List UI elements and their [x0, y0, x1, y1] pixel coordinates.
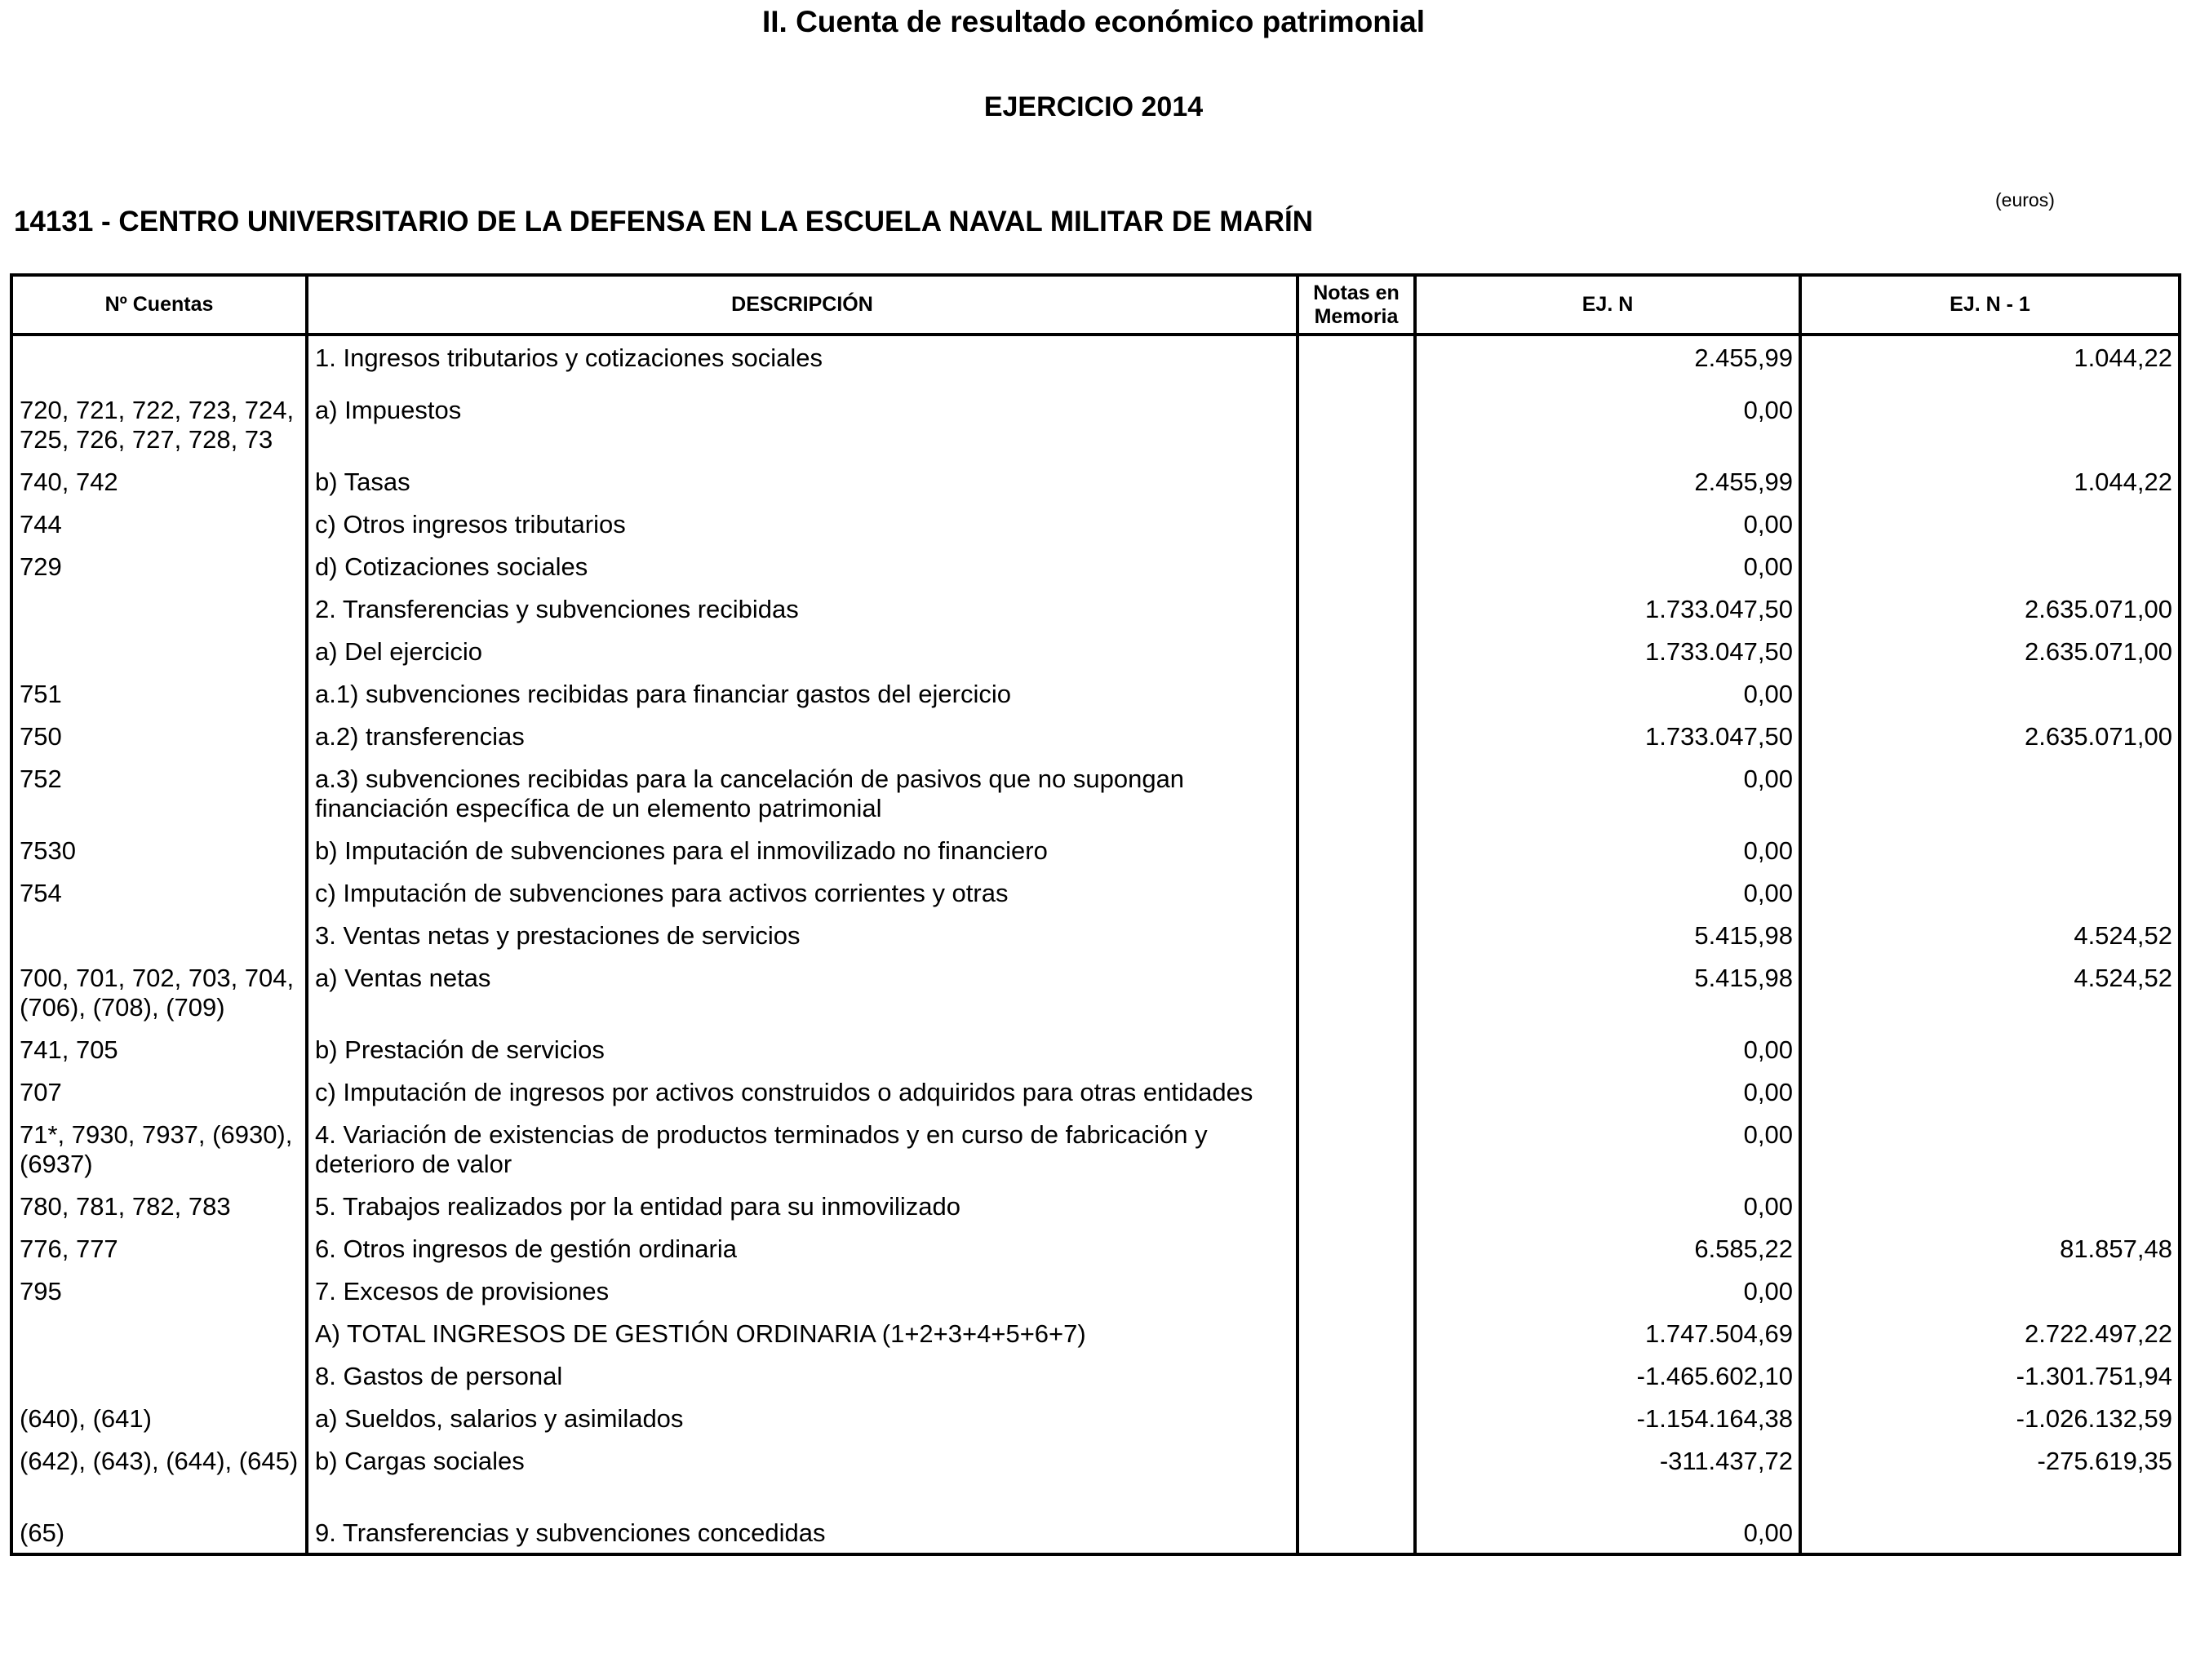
table-row: [11, 830, 2180, 872]
cell-descripcion: c) Imputación de subvenciones para activos corrientes y otras: [307, 872, 1298, 915]
cell-ej-n1: [1800, 872, 2180, 915]
cell-ej-n: 1.747.504,69: [1415, 1313, 1800, 1355]
entity-heading: 14131 - CENTRO UNIVERSITARIO DE LA DEFENSA EN LA ESCUELA NAVAL MILITAR DE MARÍN: [14, 206, 1313, 237]
cell-cuentas: 707: [11, 1071, 307, 1114]
cell-ej-n1: 1.044,22: [1800, 335, 2180, 389]
cell-notas: [1298, 461, 1415, 503]
cell-notas: [1298, 872, 1415, 915]
table-row: [11, 503, 2180, 546]
cell-cuentas: [11, 1355, 307, 1398]
cell-cuentas: 750: [11, 716, 307, 758]
cell-ej-n: 2.455,99: [1415, 335, 1800, 389]
cell-notas: [1298, 673, 1415, 716]
cell-ej-n: -1.154.164,38: [1415, 1398, 1800, 1440]
header-ej-n1: EJ. N - 1: [1800, 275, 2180, 335]
cell-cuentas: 720, 721, 722, 723, 724, 725, 726, 727, 728, 73: [11, 389, 307, 461]
cell-notas: [1298, 1071, 1415, 1114]
cell-ej-n: 0,00: [1415, 546, 1800, 588]
table-row: [11, 1228, 2180, 1270]
cell-ej-n: 0,00: [1415, 872, 1800, 915]
table-row: [11, 631, 2180, 673]
cell-ej-n1: [1800, 1512, 2180, 1554]
cell-ej-n: 0,00: [1415, 1270, 1800, 1313]
table-row: [11, 1355, 2180, 1398]
cell-notas: [1298, 915, 1415, 957]
cell-ej-n1: [1800, 1114, 2180, 1186]
cell-ej-n: 1.733.047,50: [1415, 631, 1800, 673]
cell-cuentas: [11, 631, 307, 673]
cell-notas: [1298, 546, 1415, 588]
header-descripcion: DESCRIPCIÓN: [307, 275, 1298, 335]
cell-ej-n: 0,00: [1415, 673, 1800, 716]
cell-descripcion: 3. Ventas netas y prestaciones de servicios: [307, 915, 1298, 957]
cell-notas: [1298, 758, 1415, 830]
cell-descripcion: b) Prestación de servicios: [307, 1029, 1298, 1071]
cell-cuentas: (642), (643), (644), (645): [11, 1440, 307, 1512]
table-row: [11, 716, 2180, 758]
cell-ej-n: 0,00: [1415, 389, 1800, 461]
cell-descripcion: 7. Excesos de provisiones: [307, 1270, 1298, 1313]
cell-cuentas: [11, 1313, 307, 1355]
cell-ej-n1: 1.044,22: [1800, 461, 2180, 503]
cell-notas: [1298, 1512, 1415, 1554]
cell-notas: [1298, 1186, 1415, 1228]
table-row: [11, 872, 2180, 915]
cell-ej-n: 0,00: [1415, 1186, 1800, 1228]
cell-ej-n: -311.437,72: [1415, 1440, 1800, 1512]
header-notas-line2: Memoria: [1314, 304, 1399, 328]
cell-ej-n: 5.415,98: [1415, 957, 1800, 1029]
cell-ej-n: 0,00: [1415, 758, 1800, 830]
table-row: [11, 461, 2180, 503]
cell-descripcion: 9. Transferencias y subvenciones concedidas: [307, 1512, 1298, 1554]
cell-ej-n1: -1.301.751,94: [1800, 1355, 2180, 1398]
cell-cuentas: 7530: [11, 830, 307, 872]
results-table: [10, 273, 2181, 1556]
cell-ej-n: 0,00: [1415, 1512, 1800, 1554]
cell-notas: [1298, 389, 1415, 461]
cell-cuentas: 754: [11, 872, 307, 915]
table-row: [11, 335, 2180, 389]
cell-descripcion: a.3) subvenciones recibidas para la cancelación de pasivos que no supongan financiación específica de un elemento patrimonial: [307, 758, 1298, 830]
table-row: [11, 957, 2180, 1029]
cell-ej-n1: [1800, 673, 2180, 716]
cell-descripcion: a) Impuestos: [307, 389, 1298, 461]
table-row: [11, 758, 2180, 830]
cell-ej-n1: 2.722.497,22: [1800, 1313, 2180, 1355]
cell-ej-n1: -275.619,35: [1800, 1440, 2180, 1512]
cell-descripcion: a) Ventas netas: [307, 957, 1298, 1029]
cell-notas: [1298, 1355, 1415, 1398]
table-row: [11, 915, 2180, 957]
cell-cuentas: 752: [11, 758, 307, 830]
cell-ej-n: 6.585,22: [1415, 1228, 1800, 1270]
cell-ej-n1: 4.524,52: [1800, 915, 2180, 957]
table-row: [11, 673, 2180, 716]
document-title: II. Cuenta de resultado económico patrimonial: [761, 5, 1426, 38]
cell-descripcion: c) Otros ingresos tributarios: [307, 503, 1298, 546]
table-row: [11, 546, 2180, 588]
cell-cuentas: 71*, 7930, 7937, (6930), (6937): [11, 1114, 307, 1186]
cell-descripcion: c) Imputación de ingresos por activos construidos o adquiridos para otras entidades: [307, 1071, 1298, 1114]
cell-descripcion: A) TOTAL INGRESOS DE GESTIÓN ORDINARIA (1+2+3+4+5+6+7): [307, 1313, 1298, 1355]
cell-descripcion: b) Cargas sociales: [307, 1440, 1298, 1512]
cell-notas: [1298, 1228, 1415, 1270]
cell-ej-n1: [1800, 758, 2180, 830]
cell-ej-n1: 81.857,48: [1800, 1228, 2180, 1270]
cell-cuentas: 751: [11, 673, 307, 716]
cell-ej-n1: 2.635.071,00: [1800, 716, 2180, 758]
cell-ej-n: 2.455,99: [1415, 461, 1800, 503]
cell-notas: [1298, 716, 1415, 758]
cell-notas: [1298, 1270, 1415, 1313]
cell-ej-n: 0,00: [1415, 503, 1800, 546]
table-row: [11, 1029, 2180, 1071]
cell-descripcion: b) Imputación de subvenciones para el inmovilizado no financiero: [307, 830, 1298, 872]
cell-descripcion: 4. Variación de existencias de productos terminados y en curso de fabricación y deterioro de valor: [307, 1114, 1298, 1186]
cell-ej-n: 0,00: [1415, 1029, 1800, 1071]
header-notas-line1: Notas en: [1313, 281, 1400, 304]
cell-notas: [1298, 1440, 1415, 1512]
table-row: [11, 1186, 2180, 1228]
table-row: [11, 1440, 2180, 1512]
table-row: [11, 1071, 2180, 1114]
cell-ej-n1: [1800, 546, 2180, 588]
cell-ej-n1: 2.635.071,00: [1800, 588, 2180, 631]
cell-cuentas: [11, 335, 307, 389]
cell-descripcion: a.1) subvenciones recibidas para financiar gastos del ejercicio: [307, 673, 1298, 716]
cell-ej-n1: [1800, 1029, 2180, 1071]
cell-descripcion: b) Tasas: [307, 461, 1298, 503]
cell-cuentas: 700, 701, 702, 703, 704, (706), (708), (709): [11, 957, 307, 1029]
cell-ej-n1: 4.524,52: [1800, 957, 2180, 1029]
document-subtitle: EJERCICIO 2014: [983, 91, 1204, 122]
table-row: [11, 1512, 2180, 1554]
cell-notas: [1298, 1313, 1415, 1355]
cell-descripcion: a) Sueldos, salarios y asimilados: [307, 1398, 1298, 1440]
units-label: (euros): [1995, 189, 2055, 211]
cell-notas: [1298, 1398, 1415, 1440]
cell-cuentas: 776, 777: [11, 1228, 307, 1270]
cell-cuentas: [11, 588, 307, 631]
cell-ej-n1: -1.026.132,59: [1800, 1398, 2180, 1440]
cell-ej-n1: [1800, 389, 2180, 461]
cell-ej-n: 0,00: [1415, 1071, 1800, 1114]
cell-descripcion: 2. Transferencias y subvenciones recibidas: [307, 588, 1298, 631]
table-header-row: [11, 275, 2180, 335]
table-row: [11, 1270, 2180, 1313]
header-notas: [1298, 275, 1415, 335]
cell-ej-n: 1.733.047,50: [1415, 716, 1800, 758]
cell-ej-n: 1.733.047,50: [1415, 588, 1800, 631]
cell-notas: [1298, 503, 1415, 546]
table-body: [11, 335, 2180, 1554]
cell-cuentas: [11, 915, 307, 957]
cell-descripcion: 6. Otros ingresos de gestión ordinaria: [307, 1228, 1298, 1270]
cell-cuentas: (65): [11, 1512, 307, 1554]
table-row: [11, 1114, 2180, 1186]
cell-descripcion: 8. Gastos de personal: [307, 1355, 1298, 1398]
table-row: [11, 1398, 2180, 1440]
cell-ej-n: 5.415,98: [1415, 915, 1800, 957]
cell-cuentas: (640), (641): [11, 1398, 307, 1440]
cell-ej-n1: [1800, 1270, 2180, 1313]
cell-descripcion: a) Del ejercicio: [307, 631, 1298, 673]
cell-notas: [1298, 631, 1415, 673]
table-row: [11, 588, 2180, 631]
cell-ej-n1: [1800, 503, 2180, 546]
cell-notas: [1298, 588, 1415, 631]
header-cuentas: Nº Cuentas: [11, 275, 307, 335]
cell-ej-n1: 2.635.071,00: [1800, 631, 2180, 673]
cell-descripcion: 5. Trabajos realizados por la entidad para su inmovilizado: [307, 1186, 1298, 1228]
cell-cuentas: 795: [11, 1270, 307, 1313]
cell-ej-n: 0,00: [1415, 1114, 1800, 1186]
cell-ej-n1: [1800, 1186, 2180, 1228]
cell-descripcion: a.2) transferencias: [307, 716, 1298, 758]
header-ej-n: EJ. N: [1415, 275, 1800, 335]
cell-ej-n: -1.465.602,10: [1415, 1355, 1800, 1398]
cell-cuentas: 744: [11, 503, 307, 546]
cell-notas: [1298, 1114, 1415, 1186]
table-row: [11, 389, 2180, 461]
cell-cuentas: 729: [11, 546, 307, 588]
cell-ej-n1: [1800, 830, 2180, 872]
cell-ej-n: 0,00: [1415, 830, 1800, 872]
table-row: [11, 1313, 2180, 1355]
cell-cuentas: 780, 781, 782, 783: [11, 1186, 307, 1228]
cell-notas: [1298, 335, 1415, 389]
cell-descripcion: 1. Ingresos tributarios y cotizaciones sociales: [307, 335, 1298, 389]
cell-cuentas: 741, 705: [11, 1029, 307, 1071]
cell-cuentas: 740, 742: [11, 461, 307, 503]
cell-notas: [1298, 830, 1415, 872]
cell-descripcion: d) Cotizaciones sociales: [307, 546, 1298, 588]
cell-notas: [1298, 957, 1415, 1029]
cell-ej-n1: [1800, 1071, 2180, 1114]
cell-notas: [1298, 1029, 1415, 1071]
